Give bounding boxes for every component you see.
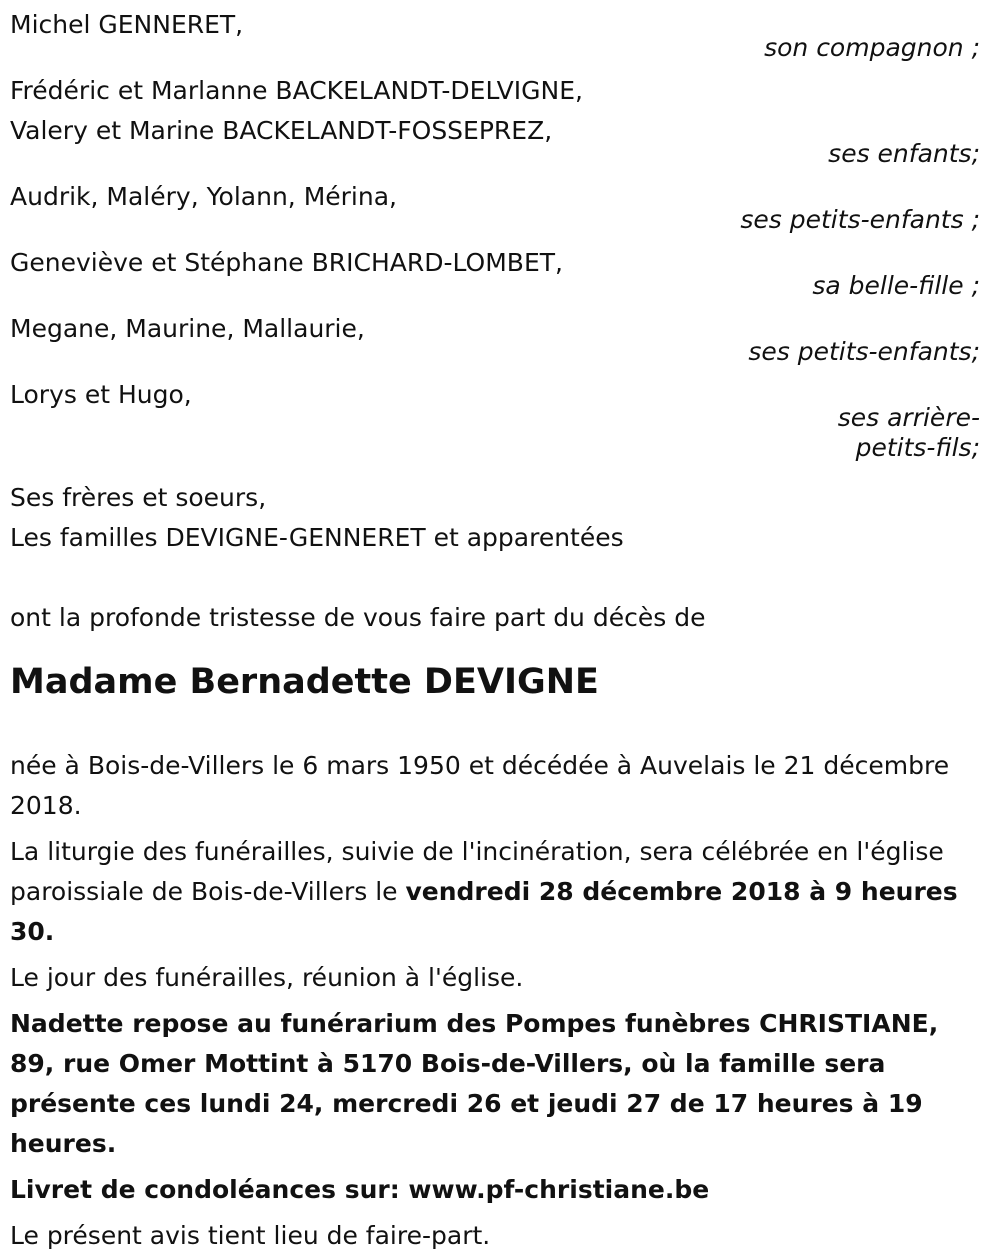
family-name: Megane, Maurine, Mallaurie, xyxy=(10,314,365,343)
deceased-name: Madame Bernadette DEVIGNE xyxy=(10,662,599,702)
notice: Le présent avis tient lieu de faire-part. xyxy=(10,1221,491,1250)
family-name: Geneviève et Stéphane BRICHARD-LOMBET, xyxy=(10,248,563,277)
family-role: ses enfants; xyxy=(828,139,980,168)
relatives-line: Ses frères et soeurs, xyxy=(10,483,267,512)
family-group xyxy=(10,243,990,306)
family-role: petits-fils; xyxy=(855,433,980,462)
family-group xyxy=(10,71,990,174)
family-role: ses petits-enfants; xyxy=(748,337,980,366)
family-group xyxy=(10,177,990,240)
birth-death: née à Bois-de-Villers le 6 mars 1950 et décédée à Auvelais le 21 décembre 2018. xyxy=(10,751,950,820)
relatives-line: Les familles DEVIGNE-GENNERET et apparentées xyxy=(10,523,624,552)
family-role: ses arrière- xyxy=(837,403,980,432)
family-name: Valery et Marine BACKELANDT-FOSSEPREZ, xyxy=(10,116,553,145)
family-role: ses petits-enfants ; xyxy=(740,205,980,234)
family-name: Audrik, Maléry, Yolann, Mérina, xyxy=(10,182,397,211)
funerarium: Nadette repose au funérarium des Pompes funèbres CHRISTIANE, 89, rue Omer Mottint à 5170 Bois-de-Villers, où la famille sera présente ces lundi 24, mercredi 26 et jeudi 27 de 17 heures à 19 heures. xyxy=(10,1009,939,1158)
family-role: son compagnon ; xyxy=(764,33,980,62)
condolences: Livret de condoléances sur: www.pf-christiane.be xyxy=(10,1175,710,1204)
family-name: Lorys et Hugo, xyxy=(10,380,192,409)
family-role: sa belle-fille ; xyxy=(812,271,980,300)
family-name: Frédéric et Marlanne BACKELANDT-DELVIGNE, xyxy=(10,76,583,105)
family-group xyxy=(10,375,990,468)
gathering: Le jour des funérailles, réunion à l'église. xyxy=(10,963,524,992)
family-group xyxy=(10,5,990,68)
family-group xyxy=(10,309,990,372)
liturgy-text: La liturgie des funérailles, suivie de l'incinération, sera célébrée en l'église paroissiale de Bois-de-Villers le xyxy=(10,837,944,906)
liturgy-date: vendredi 28 décembre 2018 à 9 heures 30. xyxy=(10,877,958,946)
family-list xyxy=(10,5,990,468)
family-name: Michel GENNERET, xyxy=(10,10,244,39)
relatives xyxy=(10,478,990,558)
liturgy xyxy=(10,832,990,952)
announcement: ont la profonde tristesse de vous faire part du décès de xyxy=(10,603,706,632)
